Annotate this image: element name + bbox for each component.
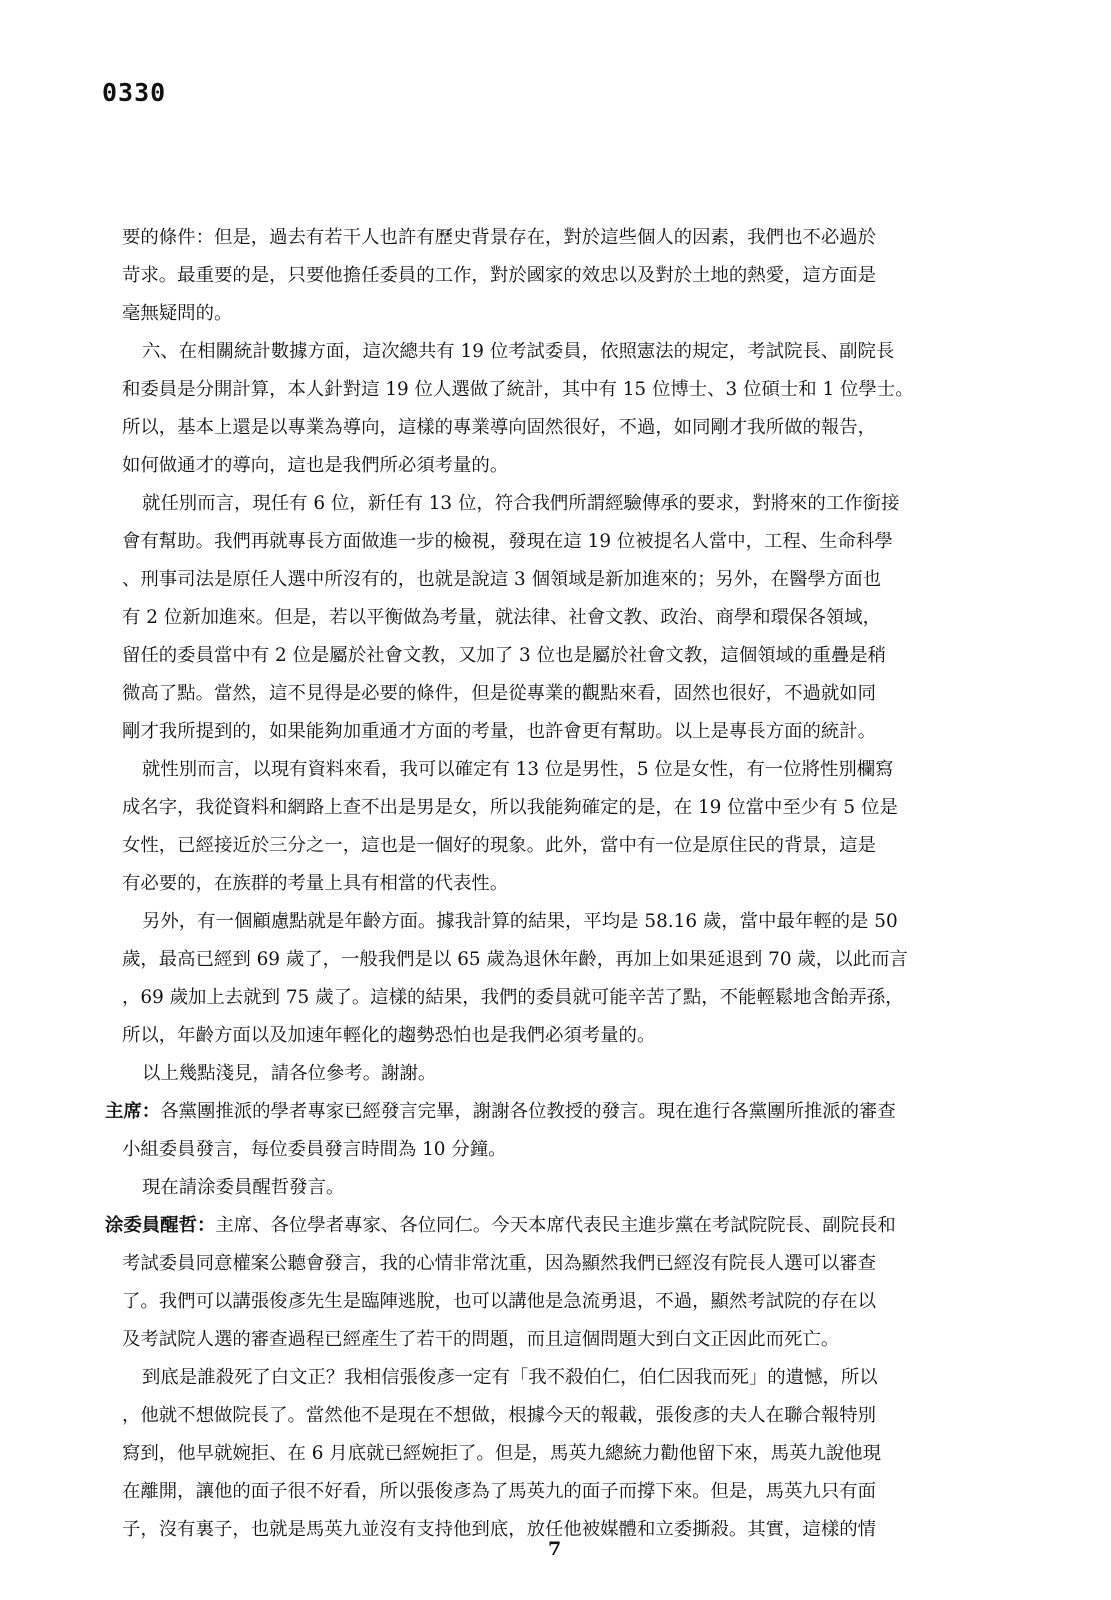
text-line	[122, 1283, 1002, 1321]
line-text: 另外，有一個顧慮點就是年齡方面。據我計算的結果，平均是 58.16 歲，當中最年輕的是 50	[142, 911, 898, 932]
text-line	[122, 219, 1002, 257]
line-text: 六、在相關統計數據方面，這次總共有 19 位考試委員，依照憲法的規定，考試院長、副院長	[142, 341, 895, 362]
line-text: 剛才我所提到的，如果能夠加重通才方面的考量，也許會更有幫助。以上是專長方面的統計。	[122, 721, 877, 742]
text-line	[122, 903, 1002, 941]
text-line	[122, 561, 1002, 599]
text-line	[122, 333, 1002, 371]
line-text: 微高了點。當然，這不見得是必要的條件，但是從專業的觀點來看，固然也很好，不過就如同	[122, 683, 877, 704]
line-text: 寫到，他早就婉拒、在 6 月底就已經婉拒了。但是，馬英九總統力勸他留下來，馬英九說他現	[122, 1443, 882, 1464]
text-line	[122, 941, 1002, 979]
line-text: 所以，基本上還是以專業為導向，這樣的專業導向固然很好，不過，如同剛才我所做的報告，	[122, 417, 877, 438]
document-body	[105, 219, 1002, 1549]
line-text: 及考試院人選的審查過程已經產生了若干的問題，而且這個問題大到白文正因此而死亡。	[122, 1329, 840, 1350]
text-line	[122, 409, 1002, 447]
line-text: 了。我們可以講張俊彥先生是臨陣逃脫，也可以講他是急流勇退，不過，顯然考試院的存在以	[122, 1291, 877, 1312]
text-line	[122, 865, 1002, 903]
text-line	[122, 1245, 1002, 1283]
line-text: 苛求。最重要的是，只要他擔任委員的工作，對於國家的效忠以及對於土地的熱愛，這方面是	[122, 265, 877, 286]
line-text: 成名字，我從資料和網路上查不出是男是女，所以我能夠確定的是，在 19 位當中至少有 5 位是	[122, 797, 898, 818]
line-text: ，69 歲加上去就到 75 歲了。這樣的結果，我們的委員就可能辛苦了點，不能輕鬆地含飴弄孫，	[122, 987, 904, 1008]
text-line	[122, 1131, 1002, 1169]
page-number: 7	[548, 1538, 562, 1560]
line-text: 所以，年齡方面以及加速年輕化的趨勢恐怕也是我們必須考量的。	[122, 1025, 656, 1046]
line-text: 如何做通才的導向，這也是我們所必須考量的。	[122, 455, 509, 476]
text-line	[105, 1093, 1002, 1131]
line-text: 以上幾點淺見，請各位參考。謝謝。	[142, 1063, 437, 1084]
text-line	[122, 1435, 1002, 1473]
line-text: 和委員是分開計算，本人針對這 19 位人選做了統計，其中有 15 位博士、3 位碩士和 1 位學士。	[122, 379, 914, 400]
line-text: 現在請涂委員醒哲發言。	[142, 1177, 345, 1198]
line-text: 有 2 位新加進來。但是，若以平衡做為考量，就法律、社會文教、政治、商學和環保各領域，	[122, 607, 882, 628]
line-text: 主席、各位學者專家、各位同仁。今天本席代表民主進步黨在考試院院長、副院長和	[215, 1215, 896, 1236]
line-text: 會有幫助。我們再就專長方面做進一步的檢視，發現在這 19 位被提名人當中，工程、生命科學	[122, 531, 893, 552]
line-text: ，他就不想做院長了。當然他不是現在不想做，根據今天的報載，張俊彥的夫人在聯合報特別	[122, 1405, 877, 1426]
speaker-label: 涂委員醒哲：	[105, 1215, 216, 1236]
line-text: 留任的委員當中有 2 位是屬於社會文教，又加了 3 位也是屬於社會文教，這個領域的重疊是稍	[122, 645, 887, 666]
line-text: 毫無疑問的。	[122, 303, 233, 324]
text-line	[122, 1511, 1002, 1549]
speaker-label: 主席：	[105, 1101, 161, 1122]
line-text: 有必要的，在族群的考量上具有相當的代表性。	[122, 873, 509, 894]
line-text: 子，沒有裏子，也就是馬英九並沒有支持他到底，放任他被媒體和立委撕殺。其實，這樣的情	[122, 1519, 877, 1540]
line-text: 、刑事司法是原任人選中所沒有的，也就是說這 3 個領域是新加進來的；另外，在醫學方面也	[122, 569, 882, 590]
line-text: 考試委員同意權案公聽會發言，我的心情非常沈重，因為顯然我們已經沒有院長人選可以審查	[122, 1253, 877, 1274]
text-line	[122, 1017, 1002, 1055]
text-line	[122, 1397, 1002, 1435]
text-line	[122, 1473, 1002, 1511]
text-line	[122, 295, 1002, 333]
page-code: 0330	[102, 78, 167, 107]
line-text: 要的條件：但是，過去有若干人也許有歷史背景存在，對於這些個人的因素，我們也不必過於	[122, 227, 877, 248]
line-text: 小組委員發言，每位委員發言時間為 10 分鐘。	[122, 1139, 507, 1160]
text-line	[122, 675, 1002, 713]
text-line	[122, 523, 1002, 561]
text-line	[122, 1169, 1002, 1207]
text-line	[122, 257, 1002, 295]
text-line	[122, 1359, 1002, 1397]
text-line	[122, 713, 1002, 751]
line-text: 女性，已經接近於三分之一，這也是一個好的現象。此外，當中有一位是原住民的背景，這是	[122, 835, 877, 856]
text-line	[122, 979, 1002, 1017]
text-line	[122, 447, 1002, 485]
line-text: 歲，最高已經到 69 歲了，一般我們是以 65 歲為退休年齡，再加上如果延退到 70 歲，以此而言	[122, 949, 908, 970]
text-line	[105, 1207, 1002, 1245]
text-line	[122, 637, 1002, 675]
text-line	[122, 827, 1002, 865]
line-text: 各黨團推派的學者專家已經發言完畢，謝謝各位教授的發言。現在進行各黨團所推派的審查	[160, 1101, 896, 1122]
text-line	[122, 1321, 1002, 1359]
text-line	[122, 1055, 1002, 1093]
text-line	[122, 751, 1002, 789]
text-line	[122, 371, 1002, 409]
text-line	[122, 789, 1002, 827]
text-line	[122, 485, 1002, 523]
line-text: 就任別而言，現任有 6 位，新任有 13 位，符合我們所謂經驗傳承的要求，對將來的工作銜接	[142, 493, 900, 514]
line-text: 就性別而言，以現有資料來看，我可以確定有 13 位是男性，5 位是女性，有一位將性別欄寫	[142, 759, 894, 780]
text-line	[122, 599, 1002, 637]
line-text: 到底是誰殺死了白文正？我相信張俊彥一定有「我不殺伯仁，伯仁因我而死」的遺憾，所以	[142, 1367, 878, 1388]
line-text: 在離開，讓他的面子很不好看，所以張俊彥為了馬英九的面子而撐下來。但是，馬英九只有面	[122, 1481, 877, 1502]
